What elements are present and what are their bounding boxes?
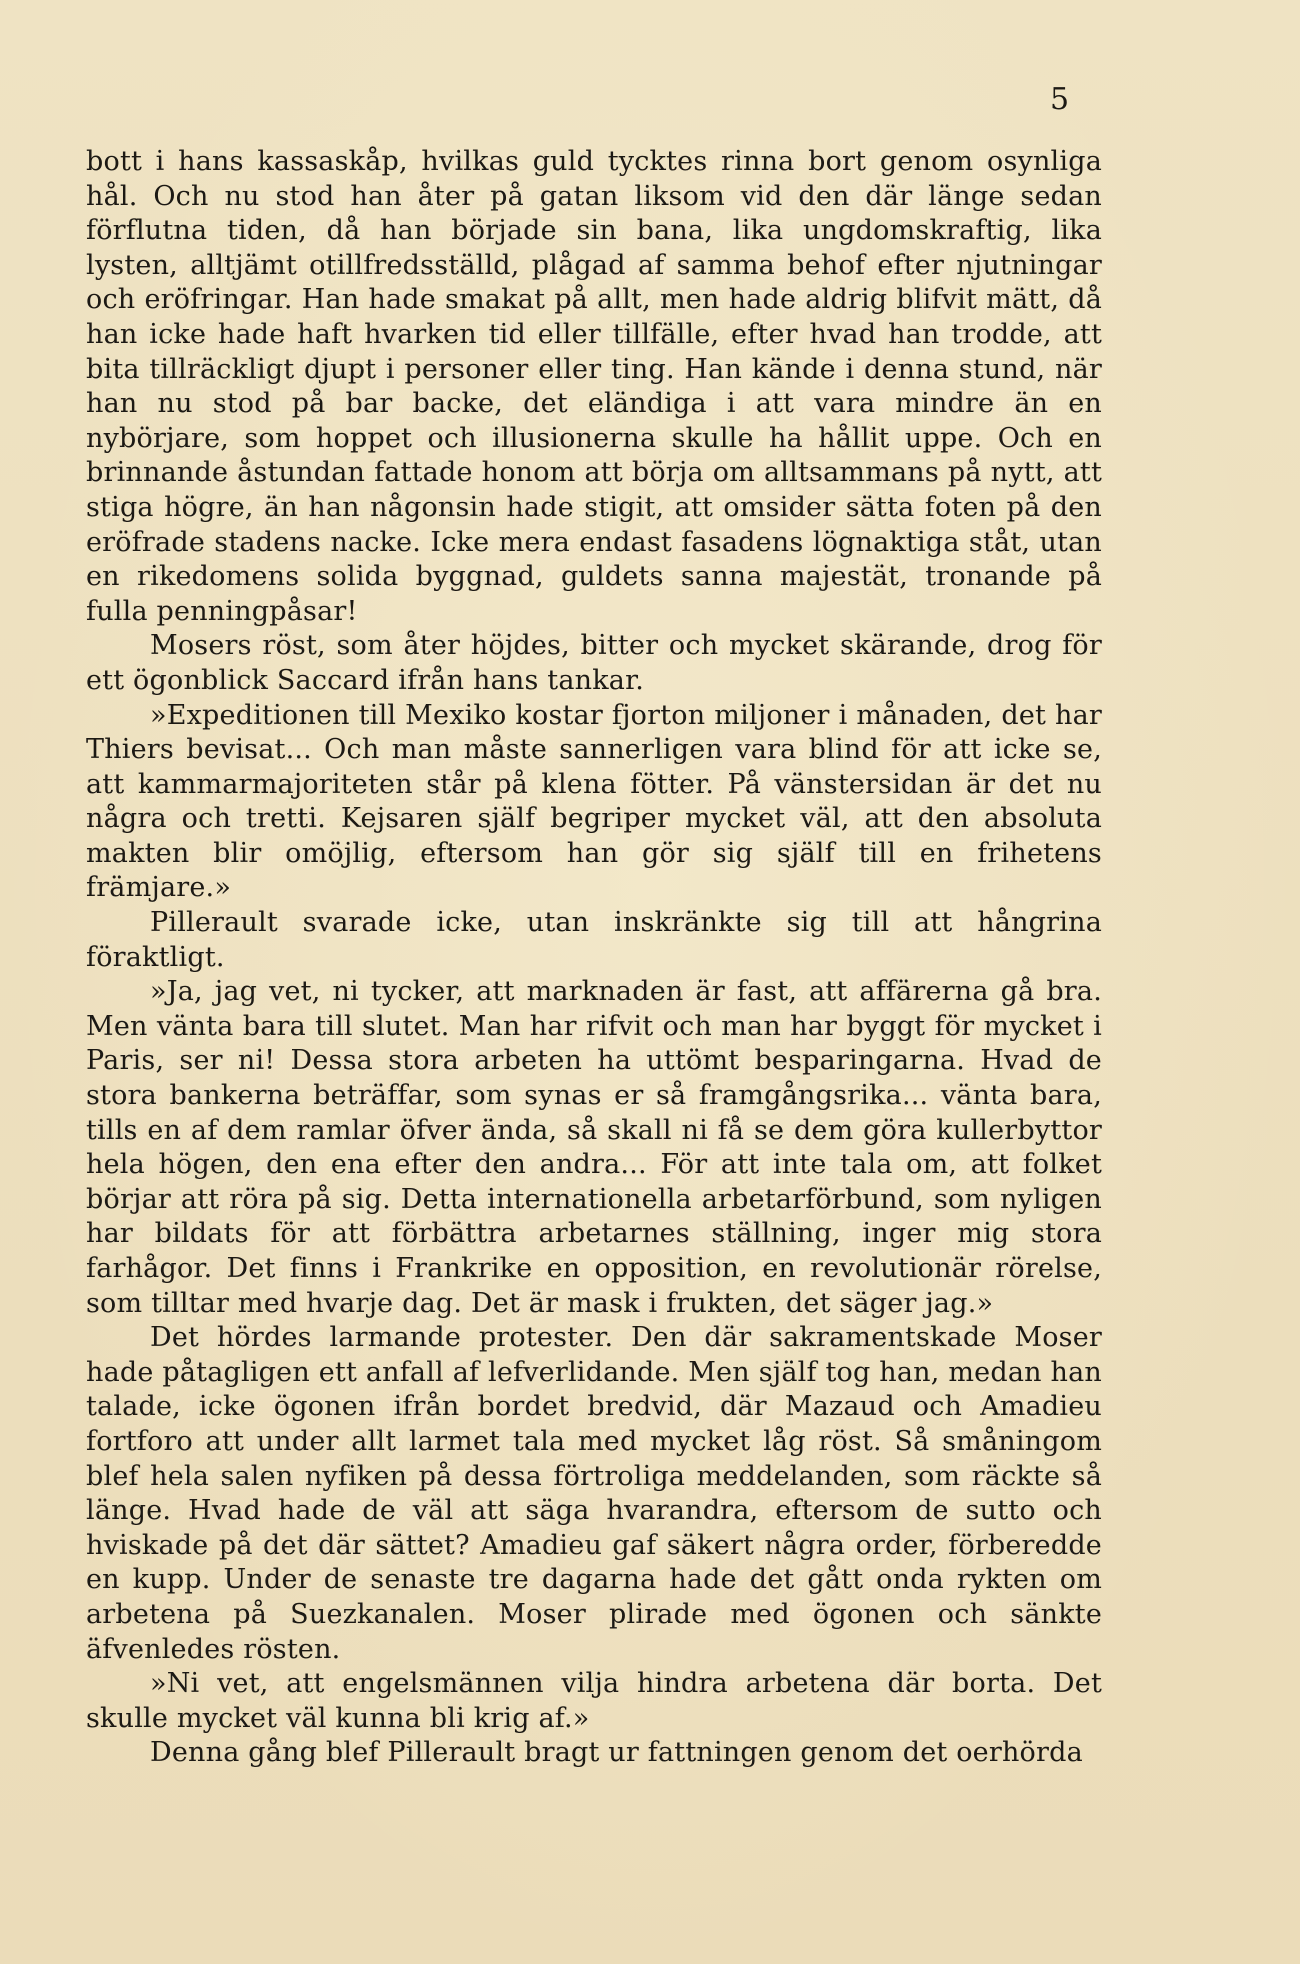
paragraph: Det hördes larmande protester. Den där sakramentskade Moser hade påtagligen ett anfall af lefverlidande. Men själf tog han, medan han talade, icke ögonen ifrån bordet bredvid, där Mazaud och Amadieu fortforo att under allt larmet tala med mycket låg röst. Så småningom blef hela salen nyfiken på dessa förtroliga meddelanden, som räckte så länge. Hvad hade de väl att säga hvarandra, eftersom de sutto och hviskade på det där sättet? Amadieu gaf säkert några order, förberedde en kupp. Under de senaste tre dagarna hade det gått onda rykten om arbetena på Suezkanalen. Moser plirade med ögonen och sänkte äfvenledes rösten. <box>86 1322 1102 1665</box>
paragraph: »Expeditionen till Mexiko kostar fjorton miljoner i månaden, det har Thiers bevisat... Och man måste sannerligen vara blind för att icke se, att kammarmajoriteten står på klena fötter. På vänstersidan är det nu några och tretti. Kejsaren själf begriper mycket väl, att den absoluta makten blir omöjlig, eftersom han gör sig själf till en frihetens främjare.» <box>86 699 1102 904</box>
paragraph: Denna gång blef Pillerault bragt ur fattningen genom det oerhörda <box>150 1737 1083 1769</box>
page-number: 5 <box>1050 82 1070 117</box>
paragraph: »Ja, jag vet, ni tycker, att marknaden är fast, att affärerna gå bra. Men vänta bara till slutet. Man har rifvit och man har byggt för mycket i Paris, ser ni! Dessa stora arbeten ha uttömt besparingarna. Hvad de stora bankerna beträffar, som synas er så framgångsrika... vänta bara, tills en af dem ramlar öfver ända, så skall ni få se dem göra kullerbyttor hela högen, den ena efter den andra... För att inte tala om, att folket börjar att röra på sig. Detta internationella arbetarförbund, som nyligen har bildats för att förbättra arbetarnes ställning, inger mig stora farhågor. Det finns i Frankrike en opposition, en revolutionär rörelse, som tilltar med hvarje dag. Det är mask i frukten, det säger jag.» <box>86 976 1102 1319</box>
paragraph: Pillerault svarade icke, utan inskränkte sig till att hångrina föraktligt. <box>86 907 1102 973</box>
paragraph: bott i hans kassaskåp, hvilkas guld tycktes rinna bort genom osynliga hål. Och nu stod han åter på gatan liksom vid den där länge sedan förflutna tiden, då han började sin bana, lika ungdomskraftig, lika lysten, alltjämt otillfredsställd, plågad af samma behof efter njutningar och eröfringar. Han hade smakat på allt, men hade aldrig blifvit mätt, då han icke hade haft hvarken tid eller tillfälle, efter hvad han trodde, att bita tillräckligt djupt i personer eller ting. Han kände i denna stund, när han nu stod på bar backe, det eländiga i att vara mindre än en nybörjare, som hoppet och illusionerna skulle ha hållit uppe. Och en brinnande åstundan fattade honom att börja om alltsammans på nytt, att stiga högre, än han någonsin hade stigit, att omsider sätta foten på den eröfrade stadens nacke. Icke mera endast fasadens lögnaktiga ståt, utan en rikedomens solida byggnad, guldets sanna majestät, tronande på fulla penningpåsar! <box>86 146 1102 627</box>
paragraph: Mosers röst, som åter höjdes, bitter och mycket skärande, drog för ett ögonblick Saccard ifrån hans tankar. <box>86 630 1102 696</box>
paragraph: »Ni vet, att engelsmännen vilja hindra arbetena där borta. Det skulle mycket väl kunna bli krig af.» <box>86 1668 1102 1734</box>
body-text <box>86 145 1102 1771</box>
